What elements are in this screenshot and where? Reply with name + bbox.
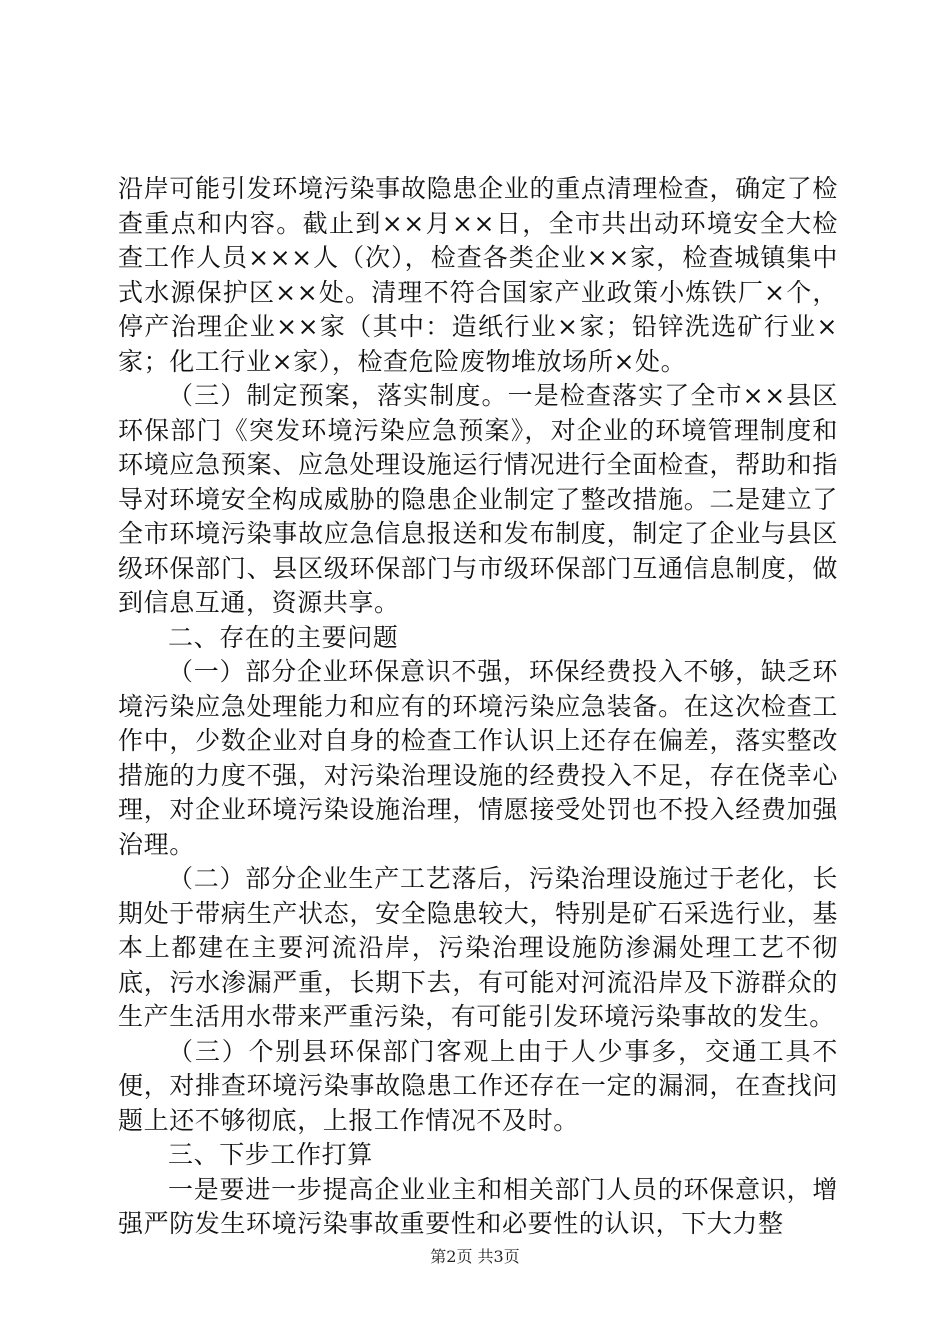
paragraph-next-step-one: 一是要进一步提高企业业主和相关部门人员的环保意识，增强严防发生环境污染事故重要性和必要性的认识，下大力整 (118, 1174, 838, 1238)
paragraph-problem-one: （一）部分企业环保意识不强，环保经费投入不够，缺乏环境污染应急处理能力和应有的环境污染应急装备。在这次检查工作中，少数企业对自身的检查工作认识上还存在偏差，落实整改措施的力度不强，对污染治理设施的经费投入不足，存在侥幸心理，对企业环境污染设施治理，情愿接受处罚也不投入经费加强治理。 (118, 657, 838, 859)
paragraph-continuation: 沿岸可能引发环境污染事故隐患企业的重点清理检查，确定了检查重点和内容。截止到××月××日，全市共出动环境安全大检查工作人员×××人（次），检查各类企业××家，检查城镇集中式水源保护区××处。清理不符合国家产业政策小炼铁厂×个，停产治理企业××家（其中：造纸行业×家；铅锌洗选矿行业×家；化工行业×家），检查危险废物堆放场所×处。 (118, 174, 838, 376)
document-body (118, 172, 838, 1242)
heading-main-problems: 二、存在的主要问题 (168, 622, 399, 652)
paragraph-problem-two: （二）部分企业生产工艺落后，污染治理设施过于老化，长期处于带病生产状态，安全隐患较大，特别是矿石采选行业，基本上都建在主要河流沿岸，污染治理设施防渗漏处理工艺不彻底，污水渗漏严重，长期下去，有可能对河流沿岸及下游群众的生产生活用水带来严重污染，有可能引发环境污染事故的发生。 (118, 864, 838, 1031)
page-number-label: 第2页 共3页 (430, 1247, 520, 1266)
paragraph-problem-three: （三）个别县环保部门客观上由于人少事多，交通工具不便，对排查环境污染事故隐患工作还存在一定的漏洞，在查找问题上还不够彻底，上报工作情况不及时。 (118, 1036, 838, 1135)
paragraph-section-three-plans: （三）制定预案，落实制度。一是检查落实了全市××县区环保部门《突发环境污染应急预案》，对企业的环境管理制度和环境应急预案、应急处理设施运行情况进行全面检查，帮助和指导对环境安全构成威胁的隐患企业制定了整改措施。二是建立了全市环境污染事故应急信息报送和发布制度，制定了企业与县区级环保部门、县区级环保部门与市级环保部门互通信息制度，做到信息互通，资源共享。 (118, 381, 838, 617)
page-footer (0, 1244, 950, 1267)
heading-next-steps: 三、下步工作打算 (168, 1140, 373, 1169)
